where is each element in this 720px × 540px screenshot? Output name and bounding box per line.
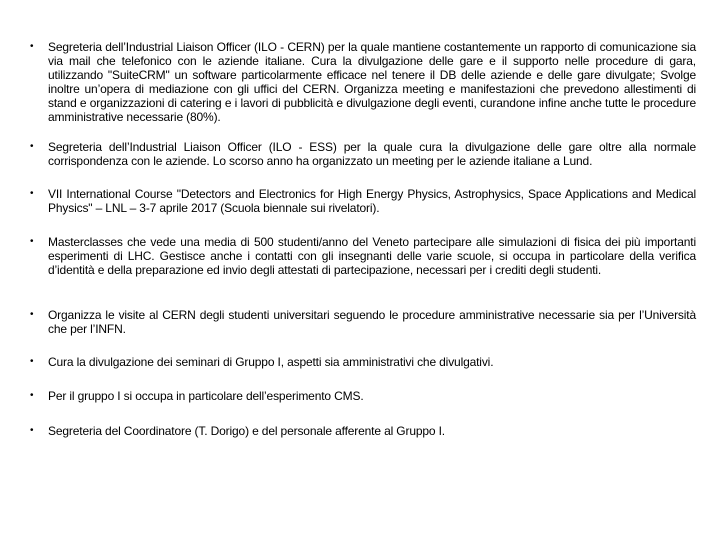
list-item-text: Segreteria del Coordinatore (T. Dorigo) e del personale afferente al Gruppo I. <box>48 424 445 438</box>
bullet-icon: • <box>30 188 34 199</box>
bullet-icon: • <box>30 41 34 52</box>
list-item-text: Segreteria dell’Industrial Liaison Officer (ILO - CERN) per la quale mantiene costantemente un rapporto di comunicazione sia via mail che telefonico con le aziende italiane. Cura la divulgazione delle gare e il supporto nelle procedure di gara, utilizzando "SuiteCRM" un software particolarmente efficace nel tenere il DB delle aziende e delle gare divulgate; Svolge inoltre un’opera di mediazione con gli uffici del CERN. Organizza meeting e manifestazioni che prevedono allestimenti di stand e organizzazioni di catering e i lavori di pubblicità e divulgazione degli eventi, curandone infine anche tutte le procedure amministrative necessarie (80%). <box>48 40 696 124</box>
list-item-text: Masterclasses che vede una media di 500 studenti/anno del Veneto partecipare alle simulazioni di fisica dei più importanti esperimenti di LHC. Gestisce anche i contatti con gli insegnanti delle varie scuole, si occupa in particolare della verifica d’identità e della preparazione ed invio degli attestati di partecipazione, necessari per i crediti degli studenti. <box>48 235 696 277</box>
bullet-icon: • <box>30 356 34 367</box>
list-item-text: Cura la divulgazione dei seminari di Gruppo I, aspetti sia amministrativi che divulgativi. <box>48 355 494 369</box>
bullet-icon: • <box>30 309 34 320</box>
bullet-icon: • <box>30 236 34 247</box>
list-item-text: Segreteria dell’Industrial Liaison Officer (ILO - ESS) per la quale cura la divulgazione delle gare oltre alla normale corrispondenza con le aziende. Lo scorso anno ha organizzato un meeting per le aziende italiane a Lund. <box>48 140 696 168</box>
list-item-text: Organizza le visite al CERN degli studenti universitari seguendo le procedure amministrative necessarie sia per l’Università che per l’INFN. <box>48 308 696 336</box>
bullet-icon: • <box>30 390 34 401</box>
list-item-text: VII International Course "Detectors and Electronics for High Energy Physics, Astrophysics, Space Applications and Medical Physics" – LNL – 3-7 aprile 2017 (Scuola biennale sui rivelatori). <box>48 187 696 215</box>
list-item-text: Per il gruppo I si occupa in particolare dell’esperimento CMS. <box>48 389 364 403</box>
bullet-icon: • <box>30 425 34 436</box>
bullet-icon: • <box>30 141 34 152</box>
